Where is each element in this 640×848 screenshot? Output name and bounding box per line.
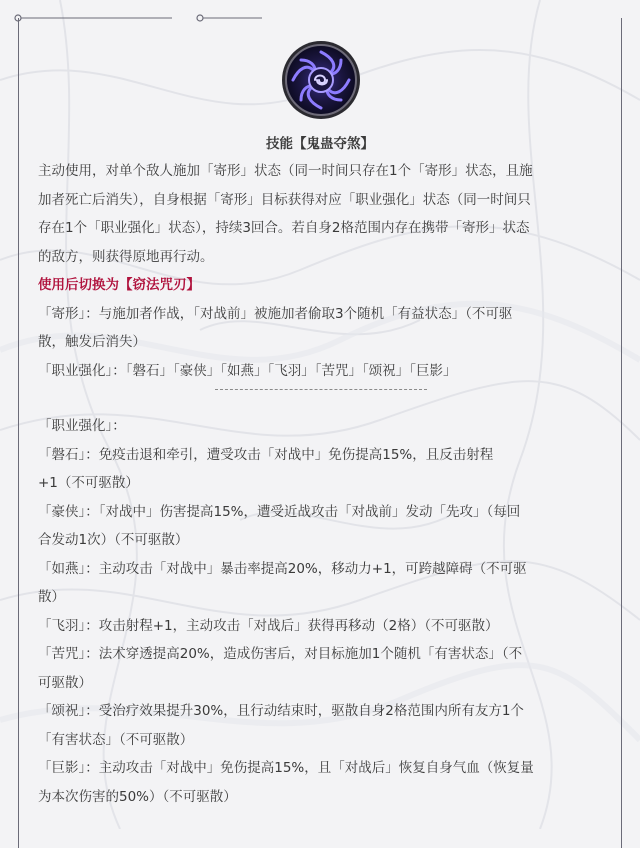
jixing-line: 散，触发后消失） xyxy=(38,334,146,350)
effect-line: 散） xyxy=(38,589,65,605)
effect-line: 「如燕」：主动攻击「对战中」暴击率提高20%，移动力+1，可跨越障碍（不可驱 xyxy=(38,560,527,577)
effect-line: 「有害状态」（不可驱散） xyxy=(38,731,194,748)
effect-line: 「飞羽」：攻击射程+1，主动攻击「对战后」获得再移动（2格）（不可驱散） xyxy=(38,617,499,634)
spiral-vortex-icon xyxy=(281,40,361,120)
description-line: 存在1个「职业强化」状态），持续3回合。若自身2格范围内存在携带「寄形」状态 xyxy=(38,220,530,236)
skill-title: 技能【鬼蛊夺煞】 xyxy=(266,136,374,152)
effect-line: 可驱散） xyxy=(38,674,92,691)
effect-line: 「颂祝」：受治疗效果提升30%，且行动结束时，驱散自身2格范围内所有友方1个 xyxy=(38,703,524,719)
effect-line: 「苦咒」：法术穿透提高20%，造成伤害后，对目标施加1个随机「有害状态」（不 xyxy=(38,646,523,662)
header-ornament xyxy=(12,12,272,26)
effect-line: 「豪侠」：「对战中」伤害提高15%，遭受近战攻击「对战前」发动「先攻」（每回 xyxy=(38,503,521,520)
effect-line: 「巨影」：主动攻击「对战中」免伤提高15%，且「对战后」恢复自身气血（恢复量 xyxy=(38,760,534,776)
description-line: 的敌方，则获得原地再行动。 xyxy=(38,248,214,265)
class-header: 「职业强化」： xyxy=(38,418,126,434)
effect-line: 「磐石」：免疫击退和牵引，遭受攻击「对战中」免伤提高15%，且反击射程 xyxy=(38,446,494,463)
description-line: 加者死亡后消失），自身根据「寄形」目标获得对应「职业强化」状态（同一时间只 xyxy=(38,191,531,208)
effect-line: 为本次伤害的50%）（不可驱散） xyxy=(38,788,237,805)
effect-line: 合发动1次）（不可驱散） xyxy=(38,532,189,548)
skill-description xyxy=(38,157,604,385)
description-line: 主动使用，对单个敌人施加「寄形」状态（同一时间只存在1个「寄形」状态，且施 xyxy=(38,163,533,179)
jixing-line: 「寄形」：与施加者作战，「对战前」被施加者偷取3个随机「有益状态」（不可驱 xyxy=(38,305,513,322)
class-list-line: 「职业强化」：「磐石」「豪侠」「如燕」「飞羽」「苦咒」「颂祝」「巨影」 xyxy=(38,362,457,379)
class-effects xyxy=(38,412,604,811)
dashed-separator xyxy=(215,389,427,390)
effect-line: +1（不可驱散） xyxy=(38,475,139,491)
switch-note: 使用后切换为【窃法咒刃】 xyxy=(38,277,200,293)
